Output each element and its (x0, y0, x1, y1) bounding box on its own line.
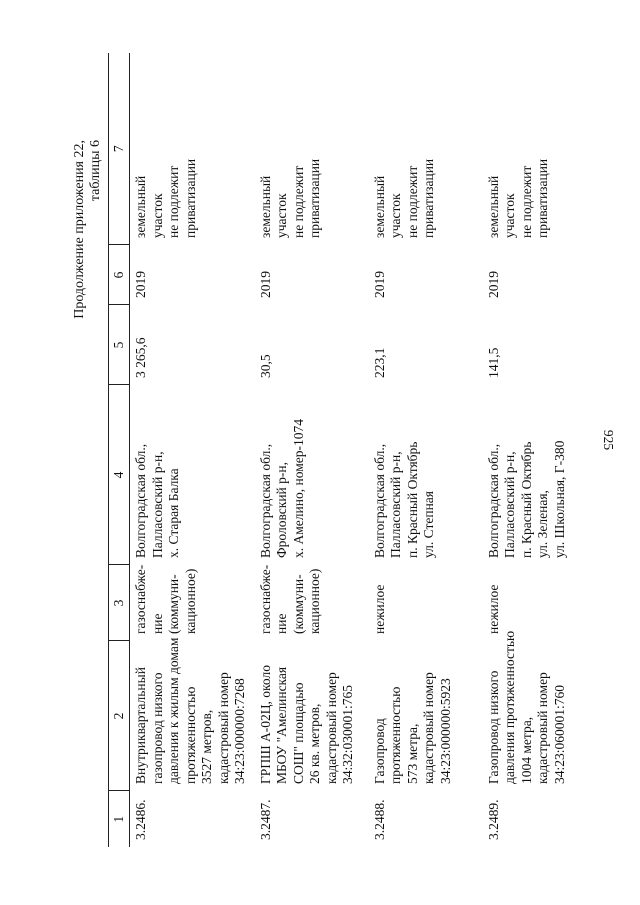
object-name-line: кадастровый номер (323, 672, 339, 784)
appendix-heading (72, 140, 104, 319)
object-year: 2019 (485, 271, 501, 298)
object-area: 3 265,6 (133, 337, 148, 378)
object-purpose (130, 565, 255, 641)
object-name-line: кадастровый номер (215, 672, 231, 784)
object-note (483, 53, 597, 245)
object-name-line: давления протяженностью (502, 630, 517, 784)
object-name-line: протяженностью (182, 686, 198, 784)
object-note-line: приватизации (421, 158, 436, 238)
page-number: 925 (601, 429, 616, 451)
table-row (130, 53, 255, 847)
object-address-line: Палласовский р-н, (388, 451, 403, 558)
table-row (483, 53, 597, 847)
object-purpose-line: ние (274, 613, 289, 634)
object-note-line: приватизации (307, 158, 322, 238)
object-purpose (255, 565, 369, 641)
object-area: 223,1 (371, 347, 387, 378)
row-number: 3.2489. (485, 799, 501, 840)
object-name-line: давления к жилым домам (166, 637, 181, 784)
object-purpose-line: кационное) (182, 568, 198, 634)
table-body (130, 53, 597, 847)
object-note-line: участок (149, 193, 165, 238)
object-address (369, 385, 483, 565)
object-note (255, 53, 369, 245)
row-number: 3.2488. (371, 799, 387, 840)
object-note-line: приватизации (182, 158, 198, 238)
object-area: 30,5 (257, 354, 273, 378)
object-name-line: Газопровод низкого (485, 670, 501, 784)
object-purpose (369, 565, 483, 641)
column-number-6: 6 (109, 245, 130, 305)
object-purpose-line: ние (149, 613, 165, 634)
row-number: 3.2486. (133, 799, 148, 840)
object-address-line: п. Красный Октябрь (404, 441, 420, 558)
table-row (255, 53, 369, 847)
heading-line-1: Продолжение приложения 22, (72, 140, 87, 319)
object-name-line: 34:32:030001:765 (340, 684, 355, 784)
object-note-line: не подлежит (290, 165, 306, 238)
object-name-line: СОШ" площадью (290, 682, 306, 784)
object-note-line: земельный (371, 175, 387, 238)
object-year: 2019 (257, 271, 273, 298)
object-name-line: кадастровый номер (421, 672, 436, 784)
object-name (369, 641, 483, 791)
object-purpose-line: нежилое (371, 584, 387, 634)
object-name (130, 637, 255, 791)
object-address-line: ул. Степная (421, 490, 436, 558)
column-number-3: 3 (109, 565, 130, 641)
object-name-line: 34:23:060001:760 (551, 684, 567, 784)
object-name-line: 26 кв. метров, (307, 703, 322, 784)
row-number: 3.2487. (257, 799, 273, 840)
object-name-line: Газопровод (371, 718, 387, 784)
object-purpose-line: газоснабже- (257, 564, 273, 634)
object-address-line: ул. Школьная, Г-380 (551, 440, 567, 558)
object-name (255, 641, 369, 791)
object-note-line: земельный (133, 175, 148, 238)
object-note-line: не подлежит (518, 165, 534, 238)
object-year: 2019 (133, 271, 148, 298)
object-purpose-line: (коммуни- (290, 574, 306, 634)
object-address-line: п. Красный Октябрь (518, 441, 534, 558)
column-number-1: 1 (110, 815, 126, 823)
column-number-5: 5 (109, 305, 130, 385)
object-name-line: 3527 метров, (199, 709, 214, 784)
object-address-line: х. Старая Балка (166, 468, 181, 558)
object-address-line: Волгоградская обл., (133, 443, 148, 558)
object-address-line: Палласовский р-н, (149, 451, 165, 558)
object-name-line: кадастровый номер (535, 672, 550, 784)
object-address-line: х. Амелино, номер-1074 (290, 419, 306, 558)
object-area: 141,5 (485, 347, 501, 378)
object-note (130, 53, 255, 245)
object-name-line: МБОУ "Амелинская (274, 666, 289, 784)
object-purpose-line: нежилое (485, 584, 501, 634)
object-name-line: газопровод низкого (149, 672, 165, 784)
object-address-line: Фроловский р-н, (274, 462, 289, 558)
object-address-line: ул. Зеленая, (535, 490, 550, 558)
object-address (255, 385, 369, 565)
object-note-line: земельный (257, 175, 273, 238)
object-note-line: участок (502, 193, 517, 238)
header-row (109, 53, 130, 847)
object-address-line: Волгоградская обл., (485, 443, 501, 558)
table-row (369, 53, 483, 847)
object-year: 2019 (371, 271, 387, 298)
object-name (483, 630, 597, 791)
object-address-line: Волгоградская обл., (257, 443, 273, 558)
object-note-line: участок (388, 193, 403, 238)
object-address (483, 385, 597, 565)
object-note-line: не подлежит (404, 165, 420, 238)
object-name-line: 34:23:000000:7268 (232, 678, 247, 784)
object-purpose-line: кационное) (307, 568, 322, 634)
object-note-line: участок (274, 193, 289, 238)
object-name-line: ГРПШ А-02Ц, около (257, 665, 273, 784)
property-table (108, 53, 597, 847)
object-address (130, 385, 255, 565)
object-purpose-line: газоснабже- (133, 564, 148, 634)
object-note-line: не подлежит (166, 165, 181, 238)
object-name-line: Внутриквартальный (133, 667, 148, 784)
object-address-line: Палласовский р-н, (502, 451, 517, 558)
column-number-4: 4 (109, 385, 130, 565)
object-purpose-line: (коммуни- (166, 574, 181, 634)
object-name-line: 573 метра, (404, 723, 420, 784)
column-number-7: 7 (109, 53, 130, 245)
column-number-2: 2 (109, 641, 130, 791)
object-purpose (483, 565, 597, 641)
object-name-line: протяженностью (388, 686, 403, 784)
heading-line-2: таблицы 6 (88, 140, 103, 202)
object-address-line: Волгоградская обл., (371, 443, 387, 558)
object-name-line: 1004 метра, (518, 716, 534, 784)
object-note-line: земельный (485, 175, 501, 238)
object-note-line: приватизации (535, 158, 550, 238)
object-note (369, 53, 483, 245)
object-name-line: 34:23:000000:5923 (437, 678, 453, 784)
